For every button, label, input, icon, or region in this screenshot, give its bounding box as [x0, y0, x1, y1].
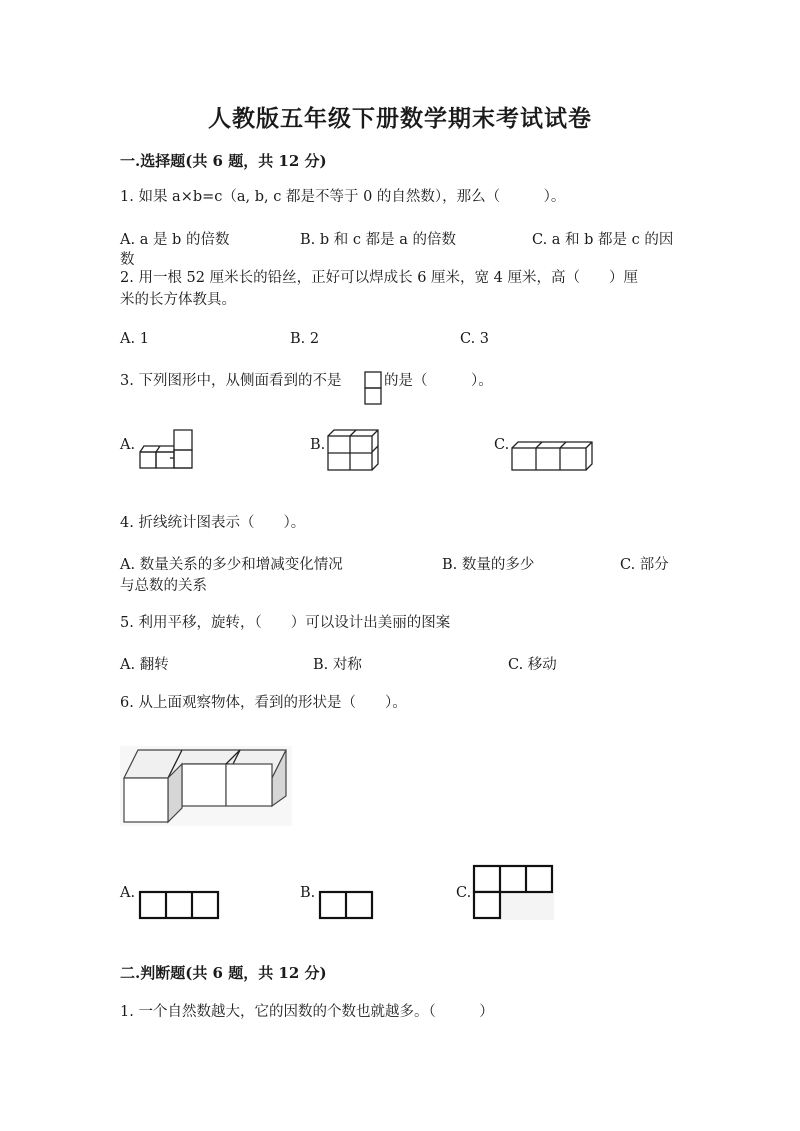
- q4-option-a[interactable]: A. 数量关系的多少和增减变化情况: [120, 557, 343, 573]
- q5-option-a[interactable]: A. 翻转: [120, 657, 169, 673]
- q2-option-a[interactable]: A. 1: [120, 331, 149, 347]
- q6-option-b[interactable]: B.: [300, 885, 316, 901]
- q3-figure-b-icon[interactable]: [326, 428, 382, 472]
- q1-option-a[interactable]: A. a 是 b 的倍数: [120, 232, 230, 248]
- q2-option-b[interactable]: B. 2: [290, 331, 320, 347]
- q6-option-a[interactable]: A.: [120, 885, 136, 901]
- question-3-start: 3. 下列图形中，从侧面看到的不是: [120, 373, 342, 389]
- q5-option-c[interactable]: C. 移动: [508, 657, 557, 673]
- question-3-end: 的是（ ）。: [384, 373, 493, 389]
- q3-option-b[interactable]: B.: [310, 437, 326, 453]
- stacked-squares-icon: [364, 371, 384, 407]
- section-heading-judgement: 二.判断题(共 6 题，共 12 分): [120, 964, 327, 982]
- q6-figure-b-icon[interactable]: [318, 890, 374, 920]
- question-6: 6. 从上面观察物体，看到的形状是（ ）。: [120, 695, 407, 711]
- judgement-question-1: 1. 一个自然数越大，它的因数的个数也就越多。（ ）: [120, 1004, 494, 1020]
- q1-option-c-continuation: 数: [120, 252, 135, 268]
- q1-option-c[interactable]: C. a 和 b 都是 c 的因: [532, 232, 674, 248]
- question-4: 4. 折线统计图表示（ ）。: [120, 515, 306, 531]
- question-2: 2. 用一根 52 厘米长的铅丝，正好可以焊成长 6 厘米，宽 4 厘米，高（ ）厘: [120, 270, 638, 286]
- q4-option-b[interactable]: B. 数量的多少: [442, 557, 535, 573]
- q3-option-c[interactable]: C.: [494, 437, 510, 453]
- page-title: 人教版五年级下册数学期末考试试卷: [208, 105, 592, 132]
- q3-figure-a-icon[interactable]: [138, 428, 198, 472]
- question-1: 1. 如果 a×b=c（a, b, c 都是不等于 0 的自然数），那么（ ）。: [120, 189, 566, 205]
- q3-figure-c-icon[interactable]: [510, 440, 596, 472]
- q1-option-b[interactable]: B. b 和 c 都是 a 的倍数: [300, 232, 456, 248]
- q2-option-c[interactable]: C. 3: [460, 331, 490, 347]
- q3-option-a[interactable]: A.: [120, 437, 136, 453]
- q6-figure-a-icon[interactable]: [138, 890, 220, 920]
- question-5: 5. 利用平移，旋转，（ ）可以设计出美丽的图案: [120, 615, 451, 631]
- q4-option-c[interactable]: C. 部分: [620, 557, 669, 573]
- q5-option-b[interactable]: B. 对称: [313, 657, 362, 673]
- q6-figure-c-icon[interactable]: [472, 864, 554, 920]
- section-heading-choice: 一.选择题(共 6 题，共 12 分): [120, 152, 327, 170]
- q6-option-c[interactable]: C.: [456, 885, 472, 901]
- question-2-continuation: 米的长方体教具。: [120, 292, 236, 308]
- q6-solid-figure: [120, 746, 292, 826]
- q4-option-c-continuation: 与总数的关系: [120, 578, 207, 594]
